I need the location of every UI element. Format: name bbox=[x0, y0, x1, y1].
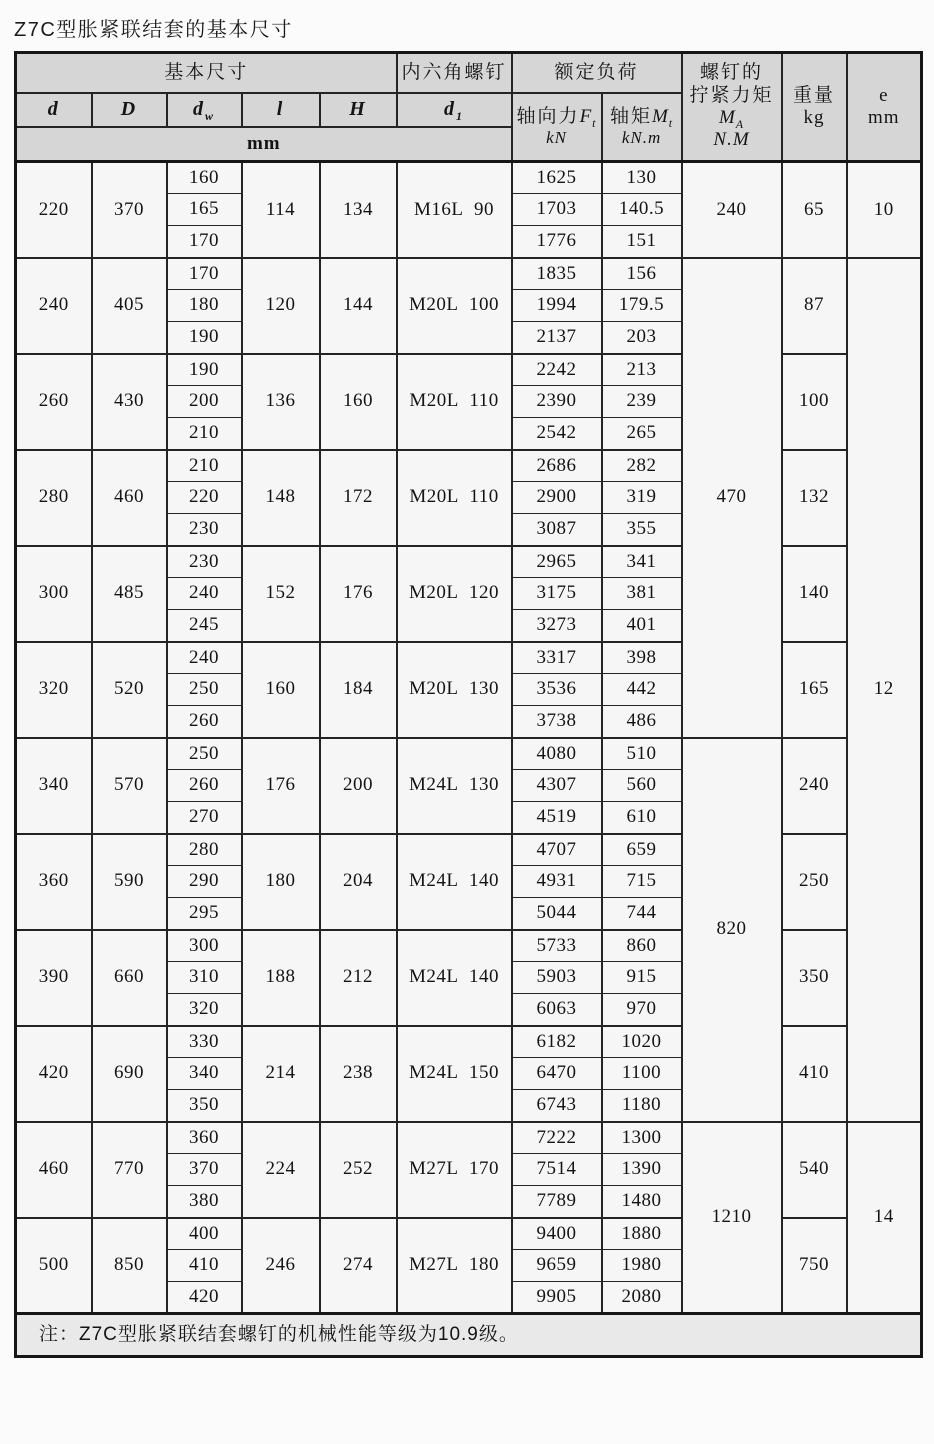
header-unit-mm: mm bbox=[16, 127, 512, 162]
cell-d: 260 bbox=[16, 354, 92, 450]
cell-dw: 250 bbox=[167, 674, 242, 706]
header-e-label: e bbox=[879, 84, 889, 106]
table-row-d280-sub1 bbox=[16, 450, 922, 482]
table-row-d460-sub1 bbox=[16, 1122, 922, 1154]
cell-axial-force: 4519 bbox=[512, 802, 602, 834]
header-axial-force-unit: kN bbox=[546, 127, 567, 147]
cell-dw: 280 bbox=[167, 834, 242, 866]
cell-D: 850 bbox=[92, 1218, 167, 1314]
cell-H: 238 bbox=[320, 1026, 397, 1122]
table-note: 注：Z7C型胀紧联结套螺钉的机械性能等级为10.9级。 bbox=[16, 1314, 922, 1357]
cell-dw: 170 bbox=[167, 226, 242, 258]
table-row-d360-sub1 bbox=[16, 834, 922, 866]
cell-D: 590 bbox=[92, 834, 167, 930]
header-col-d1: $d_1$ bbox=[397, 93, 512, 127]
cell-l: 224 bbox=[242, 1122, 320, 1218]
cell-axial-force: 7789 bbox=[512, 1186, 602, 1218]
header-torque-label: 轴矩$M_t$ bbox=[609, 105, 674, 130]
cell-D: 770 bbox=[92, 1122, 167, 1218]
header-weight-label: 重量 bbox=[793, 84, 836, 106]
cell-torque: 715 bbox=[602, 866, 682, 898]
cell-dw: 230 bbox=[167, 514, 242, 546]
cell-axial-force: 2390 bbox=[512, 386, 602, 418]
cell-axial-force: 2900 bbox=[512, 482, 602, 514]
cell-axial-force: 6063 bbox=[512, 994, 602, 1026]
cell-D: 430 bbox=[92, 354, 167, 450]
cell-D: 460 bbox=[92, 450, 167, 546]
cell-d1: M27L 170 bbox=[397, 1122, 512, 1218]
cell-dw: 250 bbox=[167, 738, 242, 770]
header-axial-force bbox=[512, 93, 602, 162]
cell-dw: 240 bbox=[167, 642, 242, 674]
cell-axial-force: 4707 bbox=[512, 834, 602, 866]
dimension-table bbox=[14, 51, 923, 1358]
cell-dw: 160 bbox=[167, 162, 242, 194]
cell-axial-force: 5903 bbox=[512, 962, 602, 994]
cell-dw: 310 bbox=[167, 962, 242, 994]
cell-torque: 560 bbox=[602, 770, 682, 802]
cell-axial-force: 3317 bbox=[512, 642, 602, 674]
cell-H: 144 bbox=[320, 258, 397, 354]
cell-H: 252 bbox=[320, 1122, 397, 1218]
cell-dw: 290 bbox=[167, 866, 242, 898]
cell-tightening-torque: 1210 bbox=[682, 1122, 782, 1314]
cell-torque: 610 bbox=[602, 802, 682, 834]
cell-torque: 355 bbox=[602, 514, 682, 546]
cell-D: 520 bbox=[92, 642, 167, 738]
cell-weight: 350 bbox=[782, 930, 847, 1026]
cell-weight: 410 bbox=[782, 1026, 847, 1122]
cell-dw: 330 bbox=[167, 1026, 242, 1058]
cell-axial-force: 2686 bbox=[512, 450, 602, 482]
cell-D: 570 bbox=[92, 738, 167, 834]
cell-H: 172 bbox=[320, 450, 397, 546]
cell-d1: M24L 130 bbox=[397, 738, 512, 834]
cell-axial-force: 5733 bbox=[512, 930, 602, 962]
cell-axial-force: 4931 bbox=[512, 866, 602, 898]
cell-axial-force: 7514 bbox=[512, 1154, 602, 1186]
header-axial-force-label: 轴向力$F_t$ bbox=[516, 105, 597, 130]
header-torque bbox=[602, 93, 682, 162]
cell-torque: 1100 bbox=[602, 1058, 682, 1090]
cell-e: 12 bbox=[847, 258, 922, 1122]
table-row-d300-sub1 bbox=[16, 546, 922, 578]
cell-torque: 1300 bbox=[602, 1122, 682, 1154]
cell-H: 176 bbox=[320, 546, 397, 642]
cell-tightening-torque: 470 bbox=[682, 258, 782, 738]
cell-weight: 540 bbox=[782, 1122, 847, 1218]
cell-torque: 130 bbox=[602, 162, 682, 194]
cell-torque: 156 bbox=[602, 258, 682, 290]
cell-d1: M24L 140 bbox=[397, 930, 512, 1026]
cell-d: 320 bbox=[16, 642, 92, 738]
table-row-d220-sub1 bbox=[16, 162, 922, 194]
cell-l: 188 bbox=[242, 930, 320, 1026]
cell-H: 160 bbox=[320, 354, 397, 450]
header-col-dw: $d_w$ bbox=[167, 93, 242, 127]
cell-axial-force: 4080 bbox=[512, 738, 602, 770]
table-row-d340-sub1 bbox=[16, 738, 922, 770]
cell-dw: 245 bbox=[167, 610, 242, 642]
cell-d: 420 bbox=[16, 1026, 92, 1122]
cell-d: 220 bbox=[16, 162, 92, 258]
cell-weight: 165 bbox=[782, 642, 847, 738]
cell-dw: 300 bbox=[167, 930, 242, 962]
table-row-d420-sub1 bbox=[16, 1026, 922, 1058]
cell-dw: 360 bbox=[167, 1122, 242, 1154]
cell-dw: 260 bbox=[167, 770, 242, 802]
cell-l: 148 bbox=[242, 450, 320, 546]
cell-dw: 200 bbox=[167, 386, 242, 418]
cell-weight: 140 bbox=[782, 546, 847, 642]
table-footer bbox=[16, 1314, 922, 1357]
cell-d1: M24L 150 bbox=[397, 1026, 512, 1122]
cell-torque: 1980 bbox=[602, 1250, 682, 1282]
cell-dw: 210 bbox=[167, 450, 242, 482]
cell-d1: M27L 180 bbox=[397, 1218, 512, 1314]
cell-weight: 132 bbox=[782, 450, 847, 546]
cell-axial-force: 2965 bbox=[512, 546, 602, 578]
cell-torque: 1180 bbox=[602, 1090, 682, 1122]
cell-torque: 970 bbox=[602, 994, 682, 1026]
cell-dw: 420 bbox=[167, 1282, 242, 1314]
cell-axial-force: 6743 bbox=[512, 1090, 602, 1122]
cell-torque: 744 bbox=[602, 898, 682, 930]
cell-dw: 380 bbox=[167, 1186, 242, 1218]
cell-weight: 250 bbox=[782, 834, 847, 930]
cell-d: 460 bbox=[16, 1122, 92, 1218]
cell-axial-force: 5044 bbox=[512, 898, 602, 930]
cell-axial-force: 2542 bbox=[512, 418, 602, 450]
table-row-d390-sub1 bbox=[16, 930, 922, 962]
cell-weight: 65 bbox=[782, 162, 847, 258]
cell-torque: 140.5 bbox=[602, 194, 682, 226]
cell-axial-force: 9905 bbox=[512, 1282, 602, 1314]
cell-H: 212 bbox=[320, 930, 397, 1026]
cell-d1: M20L 120 bbox=[397, 546, 512, 642]
cell-H: 134 bbox=[320, 162, 397, 258]
cell-e: 14 bbox=[847, 1122, 922, 1314]
header-ma-symbol: $M_A$ bbox=[718, 107, 745, 131]
cell-H: 274 bbox=[320, 1218, 397, 1314]
cell-torque: 1880 bbox=[602, 1218, 682, 1250]
cell-l: 120 bbox=[242, 258, 320, 354]
cell-torque: 401 bbox=[602, 610, 682, 642]
cell-dw: 240 bbox=[167, 578, 242, 610]
cell-dw: 190 bbox=[167, 322, 242, 354]
table-header bbox=[16, 53, 922, 162]
cell-dw: 350 bbox=[167, 1090, 242, 1122]
cell-torque: 151 bbox=[602, 226, 682, 258]
table-row-d500-sub1 bbox=[16, 1218, 922, 1250]
cell-torque: 510 bbox=[602, 738, 682, 770]
cell-dw: 410 bbox=[167, 1250, 242, 1282]
page-title: Z7C型胀紧联结套的基本尺寸 bbox=[14, 19, 293, 41]
cell-axial-force: 9400 bbox=[512, 1218, 602, 1250]
cell-torque: 203 bbox=[602, 322, 682, 354]
cell-d1: M16L 90 bbox=[397, 162, 512, 258]
table-body bbox=[16, 162, 922, 1314]
cell-d1: M24L 140 bbox=[397, 834, 512, 930]
cell-D: 690 bbox=[92, 1026, 167, 1122]
cell-torque: 860 bbox=[602, 930, 682, 962]
cell-D: 370 bbox=[92, 162, 167, 258]
cell-dw: 230 bbox=[167, 546, 242, 578]
cell-axial-force: 3738 bbox=[512, 706, 602, 738]
cell-d1: M20L 110 bbox=[397, 354, 512, 450]
cell-axial-force: 1994 bbox=[512, 290, 602, 322]
note-row bbox=[16, 1314, 922, 1357]
cell-axial-force: 4307 bbox=[512, 770, 602, 802]
cell-torque: 282 bbox=[602, 450, 682, 482]
cell-axial-force: 2242 bbox=[512, 354, 602, 386]
cell-torque: 486 bbox=[602, 706, 682, 738]
cell-axial-force: 2137 bbox=[512, 322, 602, 354]
cell-e: 10 bbox=[847, 162, 922, 258]
table-row-d240-sub1 bbox=[16, 258, 922, 290]
cell-torque: 442 bbox=[602, 674, 682, 706]
cell-H: 200 bbox=[320, 738, 397, 834]
cell-d: 340 bbox=[16, 738, 92, 834]
cell-dw: 270 bbox=[167, 802, 242, 834]
cell-dw: 340 bbox=[167, 1058, 242, 1090]
cell-d: 360 bbox=[16, 834, 92, 930]
cell-D: 405 bbox=[92, 258, 167, 354]
header-col-D: D bbox=[92, 93, 167, 127]
header-basic-dimensions: 基本尺寸 bbox=[16, 53, 397, 93]
cell-D: 660 bbox=[92, 930, 167, 1026]
cell-dw: 190 bbox=[167, 354, 242, 386]
header-e bbox=[847, 53, 922, 162]
cell-torque: 398 bbox=[602, 642, 682, 674]
cell-torque: 319 bbox=[602, 482, 682, 514]
cell-H: 204 bbox=[320, 834, 397, 930]
header-row-groups bbox=[16, 53, 922, 93]
header-col-d: d bbox=[16, 93, 92, 127]
cell-axial-force: 7222 bbox=[512, 1122, 602, 1154]
cell-dw: 165 bbox=[167, 194, 242, 226]
cell-dw: 170 bbox=[167, 258, 242, 290]
table-row-d320-sub1 bbox=[16, 642, 922, 674]
cell-d: 390 bbox=[16, 930, 92, 1026]
cell-axial-force: 3273 bbox=[512, 610, 602, 642]
cell-weight: 87 bbox=[782, 258, 847, 354]
table-row-d260-sub1 bbox=[16, 354, 922, 386]
cell-l: 152 bbox=[242, 546, 320, 642]
cell-weight: 240 bbox=[782, 738, 847, 834]
header-col-H: H bbox=[320, 93, 397, 127]
header-col-l: l bbox=[242, 93, 320, 127]
cell-torque: 1020 bbox=[602, 1026, 682, 1058]
cell-d1: M20L 130 bbox=[397, 642, 512, 738]
cell-l: 176 bbox=[242, 738, 320, 834]
header-e-unit: mm bbox=[868, 107, 900, 128]
cell-d1: M20L 100 bbox=[397, 258, 512, 354]
cell-d: 280 bbox=[16, 450, 92, 546]
cell-tightening-torque: 820 bbox=[682, 738, 782, 1122]
cell-torque: 239 bbox=[602, 386, 682, 418]
cell-tightening-torque: 240 bbox=[682, 162, 782, 258]
cell-dw: 320 bbox=[167, 994, 242, 1026]
cell-dw: 400 bbox=[167, 1218, 242, 1250]
cell-torque: 381 bbox=[602, 578, 682, 610]
cell-d1: M20L 110 bbox=[397, 450, 512, 546]
cell-d: 500 bbox=[16, 1218, 92, 1314]
cell-axial-force: 1776 bbox=[512, 226, 602, 258]
cell-l: 160 bbox=[242, 642, 320, 738]
cell-weight: 750 bbox=[782, 1218, 847, 1314]
cell-l: 214 bbox=[242, 1026, 320, 1122]
cell-axial-force: 1835 bbox=[512, 258, 602, 290]
cell-d: 240 bbox=[16, 258, 92, 354]
cell-D: 485 bbox=[92, 546, 167, 642]
cell-axial-force: 3536 bbox=[512, 674, 602, 706]
header-weight-unit: kg bbox=[803, 107, 825, 128]
cell-torque: 915 bbox=[602, 962, 682, 994]
cell-torque: 179.5 bbox=[602, 290, 682, 322]
cell-axial-force: 3087 bbox=[512, 514, 602, 546]
cell-torque: 213 bbox=[602, 354, 682, 386]
cell-torque: 1390 bbox=[602, 1154, 682, 1186]
cell-l: 246 bbox=[242, 1218, 320, 1314]
cell-torque: 659 bbox=[602, 834, 682, 866]
header-torque-unit: kN.m bbox=[621, 127, 662, 147]
cell-axial-force: 1703 bbox=[512, 194, 602, 226]
cell-axial-force: 6470 bbox=[512, 1058, 602, 1090]
cell-dw: 370 bbox=[167, 1154, 242, 1186]
cell-d: 300 bbox=[16, 546, 92, 642]
cell-dw: 295 bbox=[167, 898, 242, 930]
header-weight bbox=[782, 53, 847, 162]
cell-weight: 100 bbox=[782, 354, 847, 450]
cell-torque: 1480 bbox=[602, 1186, 682, 1218]
cell-axial-force: 6182 bbox=[512, 1026, 602, 1058]
cell-dw: 220 bbox=[167, 482, 242, 514]
cell-axial-force: 3175 bbox=[512, 578, 602, 610]
header-hex-socket-screw: 内六角螺钉 bbox=[397, 53, 512, 93]
header-ma-line2: 拧紧力矩 bbox=[689, 84, 774, 106]
cell-l: 114 bbox=[242, 162, 320, 258]
cell-axial-force: 9659 bbox=[512, 1250, 602, 1282]
cell-axial-force: 1625 bbox=[512, 162, 602, 194]
header-ma-unit: N.M bbox=[713, 129, 750, 151]
header-ma-line1: 螺钉的 bbox=[700, 62, 764, 84]
header-rated-load: 额定负荷 bbox=[512, 53, 682, 93]
cell-H: 184 bbox=[320, 642, 397, 738]
cell-dw: 210 bbox=[167, 418, 242, 450]
header-tightening-torque bbox=[682, 53, 782, 162]
cell-torque: 341 bbox=[602, 546, 682, 578]
cell-torque: 2080 bbox=[602, 1282, 682, 1314]
cell-dw: 260 bbox=[167, 706, 242, 738]
cell-dw: 180 bbox=[167, 290, 242, 322]
cell-l: 180 bbox=[242, 834, 320, 930]
cell-torque: 265 bbox=[602, 418, 682, 450]
cell-l: 136 bbox=[242, 354, 320, 450]
